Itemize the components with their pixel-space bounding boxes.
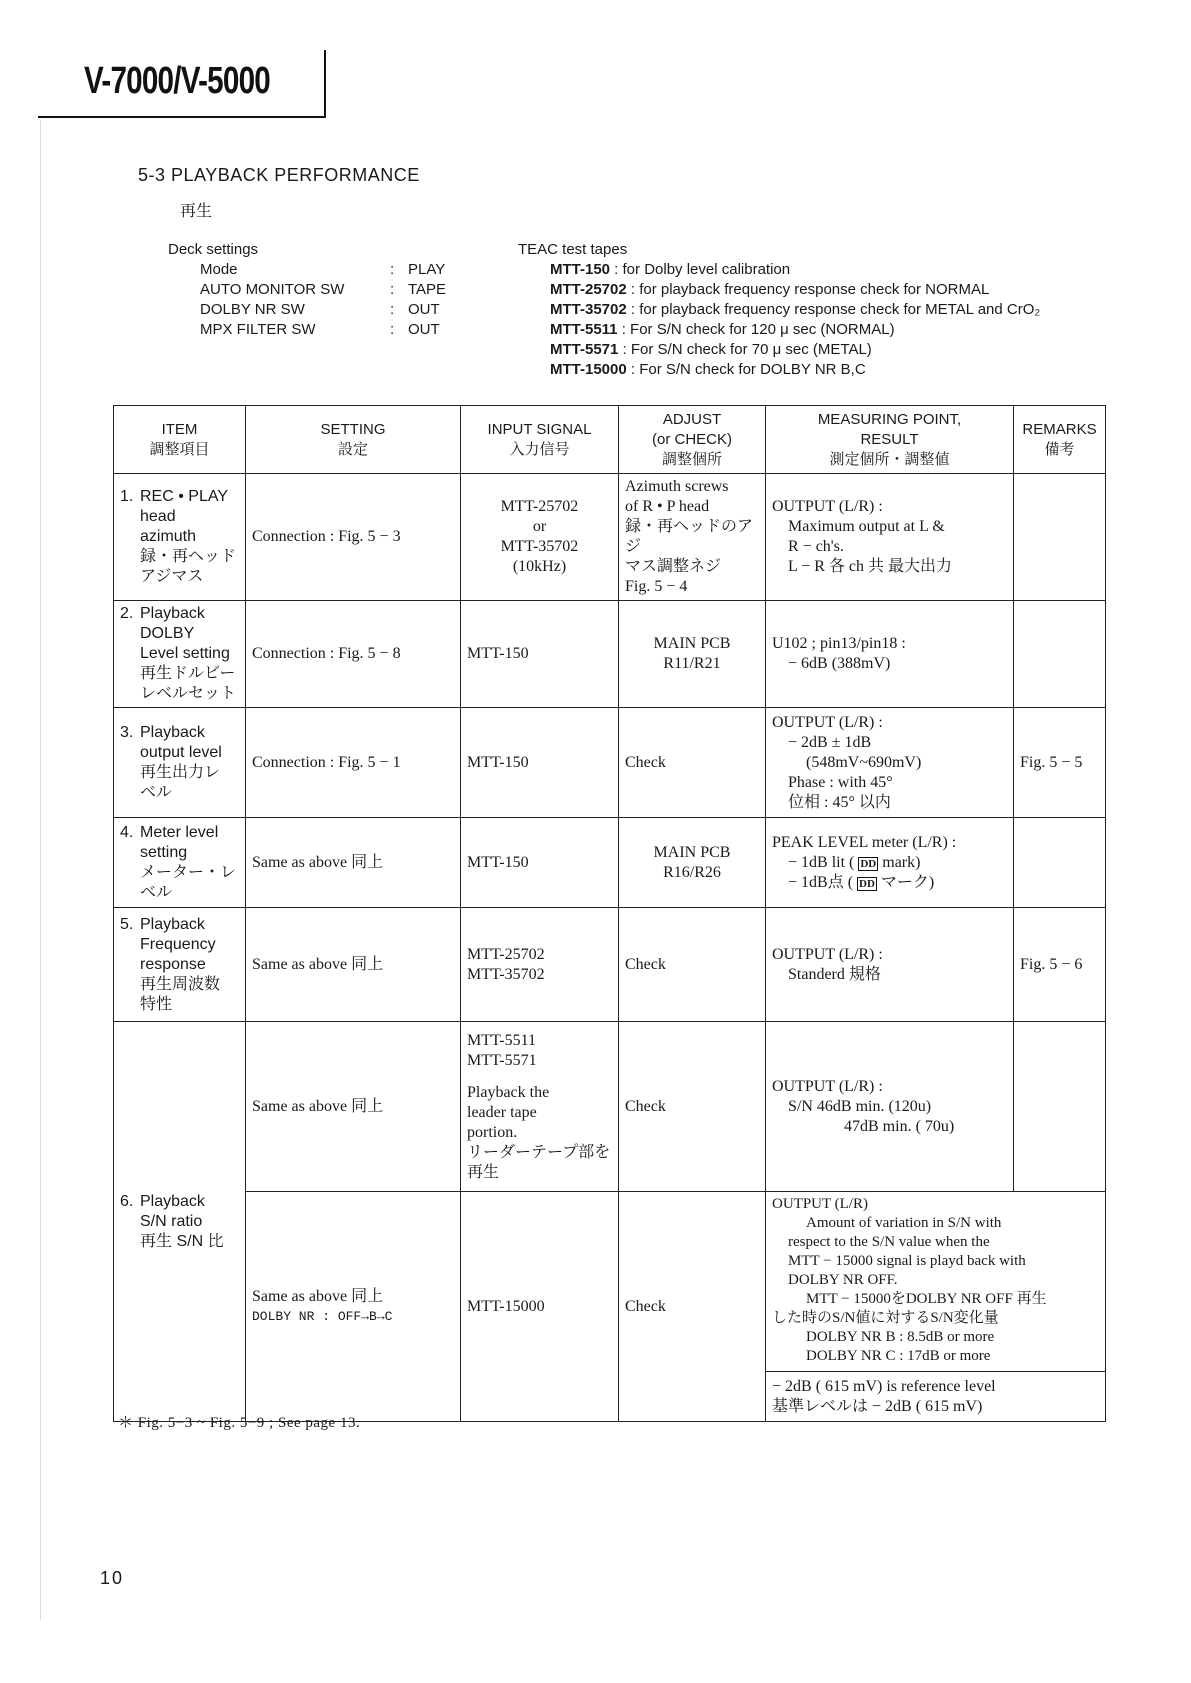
- test-tapes: [518, 241, 1040, 380]
- adjust-cell: MAIN PCB R16/R26: [619, 818, 766, 908]
- input-cell: MTT-150: [461, 708, 619, 818]
- item-cell: 2. Playback DOLBY Level setting 再生ドルビー レベルセット: [114, 601, 246, 708]
- deck-setting-key: Mode: [200, 261, 238, 278]
- test-tape-row: [518, 360, 1040, 380]
- header-remarks: REMARKS 備考: [1014, 406, 1106, 474]
- test-tape-row: [518, 260, 1040, 280]
- header-box: [38, 50, 326, 118]
- remarks-cell: [1014, 474, 1106, 601]
- measure-cell: U102 ; pin13/pin18 : − 6dB (388mV): [766, 601, 1014, 708]
- measure-cell: PEAK LEVEL meter (L/R) : − 1dB lit ( DD mark) − 1dB点 ( DD マーク): [766, 818, 1014, 908]
- adjust-cell: Check: [619, 708, 766, 818]
- setting-cell: Same as above 同上: [246, 908, 461, 1022]
- dolby-icon: DD: [860, 857, 877, 870]
- item-cell: 6. Playback S/N ratio 再生 S/N 比: [114, 1022, 246, 1422]
- tape-code: MTT-15000: [550, 361, 627, 378]
- measure-cell: OUTPUT (L/R) Amount of variation in S/N with respect to the S/N value when the MTT − 15000 signal is playd back with DOLBY NR OFF. MTT − 15000をDOLBY NR OFF 再生 した時のS/N値に対するS/N変化量 DOLBY NR B : 8.5dB or more DOLBY NR C : 17dB or more: [766, 1192, 1106, 1372]
- table-row: [114, 908, 1106, 1022]
- tape-code: MTT-150: [550, 261, 611, 278]
- table-header-row: [114, 406, 1106, 474]
- reference-level-cell: − 2dB ( 615 mV) is reference level 基準レベルは − 2dB ( 615 mV): [766, 1372, 1106, 1422]
- header-setting: SETTING 設定: [246, 406, 461, 474]
- item-cell: 4. Meter level setting メーター・レ ベル: [114, 818, 246, 908]
- adjust-cell: Check: [619, 908, 766, 1022]
- section-title: 5-3 PLAYBACK PERFORMANCE: [138, 165, 420, 185]
- tape-desc: : for playback frequency response check for NORMAL: [626, 281, 990, 298]
- header-adjust: ADJUST (or CHECK) 調整個所: [619, 406, 766, 474]
- input-cell: MTT-5511 MTT-5571 Playback the leader tape portion. リーダーテープ部を 再生: [461, 1022, 619, 1192]
- measure-cell: OUTPUT (L/R) : Standerd 規格: [766, 908, 1014, 1022]
- tape-code: MTT-5571: [550, 341, 619, 358]
- tape-desc: : for playback frequency response check for METAL and CrO₂: [626, 301, 1041, 318]
- table-row: [114, 708, 1106, 818]
- tape-desc: : for Dolby level calibration: [610, 261, 791, 278]
- header-item: ITEM 調整項目: [114, 406, 246, 474]
- remarks-cell: [1014, 601, 1106, 708]
- input-cell: MTT-15000: [461, 1192, 619, 1422]
- table-row: [114, 1192, 1106, 1372]
- deck-setting-row: Mode : PLAY: [168, 260, 446, 280]
- table-row: [114, 818, 1106, 908]
- test-tape-row: [518, 340, 1040, 360]
- footnote: ＊ Fig. 5−3 ~ Fig. 5−9 ; See page 13.: [118, 1415, 361, 1431]
- setting-cell: Same as above 同上 DOLBY NR : OFF→B→C: [246, 1192, 461, 1422]
- deck-setting-value: TAPE: [408, 281, 447, 298]
- item-cell: 5. Playback Frequency response 再生周波数 特性: [114, 908, 246, 1022]
- setting-cell: Same as above 同上: [246, 1022, 461, 1192]
- tape-code: MTT-35702: [550, 301, 627, 318]
- tape-desc: : For S/N check for 120 μ sec (NORMAL): [617, 321, 895, 338]
- measure-cell: OUTPUT (L/R) : S/N 46dB min. (120u) 47dB min. ( 70u): [766, 1022, 1014, 1192]
- measure-cell: OUTPUT (L/R) : Maximum output at L & R − ch's. L − R 各 ch 共 最大出力: [766, 474, 1014, 601]
- deck-setting-key: DOLBY NR SW: [200, 301, 305, 318]
- deck-setting-row: DOLBY NR SW : OUT: [168, 300, 446, 320]
- deck-setting-key: MPX FILTER SW: [200, 321, 316, 338]
- test-tape-row: [518, 300, 1040, 320]
- deck-setting-value: OUT: [408, 301, 440, 318]
- adjust-cell: Check: [619, 1022, 766, 1192]
- measure-cell: OUTPUT (L/R) : − 2dB ± 1dB (548mV~690mV) Phase : with 45° 位相 : 45° 以内: [766, 708, 1014, 818]
- tape-code: MTT-5511: [550, 321, 618, 338]
- remarks-cell: Fig. 5 − 6: [1014, 908, 1106, 1022]
- margin-line: [40, 120, 41, 1620]
- item-cell: 1. REC • PLAY head azimuth 録・再ヘッド アジマス: [114, 474, 246, 601]
- deck-setting-key: AUTO MONITOR SW: [200, 281, 345, 298]
- deck-setting-value: PLAY: [408, 261, 446, 278]
- deck-setting-row: MPX FILTER SW : OUT: [168, 320, 446, 340]
- deck-settings-heading: Deck settings: [168, 241, 259, 258]
- test-tape-row: [518, 280, 1040, 300]
- setting-cell: Connection : Fig. 5 − 8: [246, 601, 461, 708]
- input-cell: MTT-25702 MTT-35702: [461, 908, 619, 1022]
- adjust-cell: Azimuth screws of R • P head 録・再ヘッドのアジ マス調整ネジ Fig. 5 − 4: [619, 474, 766, 601]
- input-cell: MTT-150: [461, 601, 619, 708]
- header-input-signal: INPUT SIGNAL 入力信号: [461, 406, 619, 474]
- deck-settings: [168, 241, 446, 340]
- deck-setting-value: OUT: [408, 321, 440, 338]
- section-title-jp: 再生: [180, 201, 213, 220]
- table-row: [114, 1022, 1106, 1192]
- input-cell: MTT-25702 or MTT-35702 (10kHz): [461, 474, 619, 601]
- adjust-cell: Check: [619, 1192, 766, 1422]
- remarks-cell: Fig. 5 − 5: [1014, 708, 1106, 818]
- adjust-cell: MAIN PCB R11/R21: [619, 601, 766, 708]
- tape-desc: : For S/N check for 70 μ sec (METAL): [618, 341, 872, 358]
- table-row: [114, 601, 1106, 708]
- input-cell: MTT-150: [461, 818, 619, 908]
- tape-code: MTT-25702: [550, 281, 627, 298]
- setting-cell: Same as above 同上: [246, 818, 461, 908]
- model-title: V-7000/V-5000: [84, 60, 270, 102]
- tape-desc: : For S/N check for DOLBY NR B,C: [626, 361, 866, 378]
- test-tapes-heading: TEAC test tapes: [518, 241, 628, 258]
- remarks-cell: [1014, 1022, 1106, 1192]
- setting-cell: Connection : Fig. 5 − 1: [246, 708, 461, 818]
- test-tape-row: [518, 320, 1040, 340]
- playback-performance-table: [113, 405, 1106, 1422]
- dolby-icon: DD: [859, 877, 875, 890]
- page-number: 10: [100, 1568, 125, 1588]
- setting-cell: Connection : Fig. 5 − 3: [246, 474, 461, 601]
- header-measuring-point: MEASURING POINT, RESULT 測定個所・調整値: [766, 406, 1014, 474]
- table-row: [114, 474, 1106, 601]
- item-cell: 3. Playback output level 再生出力レ ベル: [114, 708, 246, 818]
- deck-setting-row: AUTO MONITOR SW : TAPE: [168, 280, 446, 300]
- remarks-cell: [1014, 818, 1106, 908]
